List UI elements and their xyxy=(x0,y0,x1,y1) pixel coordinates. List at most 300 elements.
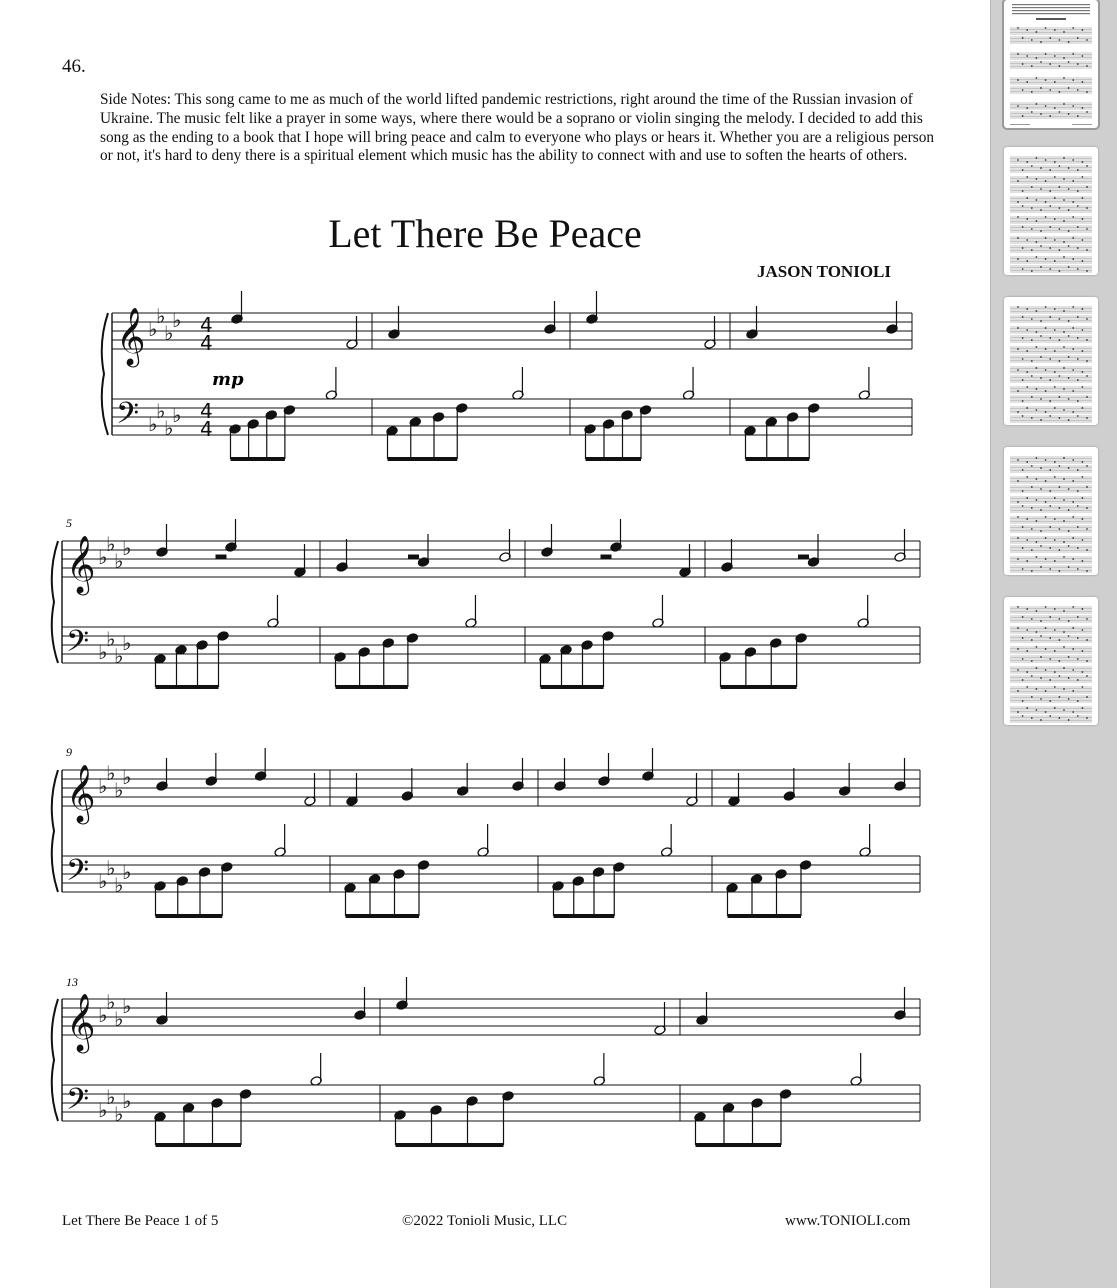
thumb-note xyxy=(1054,29,1056,31)
thumb-note xyxy=(1049,505,1051,507)
thumb-note xyxy=(1068,87,1070,89)
thumb-note xyxy=(1072,180,1074,182)
flat-sign: ♭ xyxy=(148,412,158,436)
thumb-note xyxy=(1049,568,1051,570)
thumb-note xyxy=(1017,369,1019,371)
thumb-note xyxy=(1082,629,1084,631)
thumb-note xyxy=(1026,197,1028,199)
thumb-note xyxy=(1086,549,1088,551)
thumb-note xyxy=(1022,490,1024,492)
footer-page-label: Let There Be Peace 1 of 5 xyxy=(62,1213,219,1229)
thumb-note xyxy=(1040,656,1042,658)
thumb-note xyxy=(1031,696,1033,698)
flat-sign: ♭ xyxy=(114,778,124,802)
thumb-note xyxy=(1077,505,1079,507)
rest xyxy=(799,555,809,559)
flat-sign: ♭ xyxy=(172,403,182,427)
thumb-note xyxy=(1077,63,1079,65)
thumb-note xyxy=(1054,107,1056,109)
flat-sign: ♭ xyxy=(122,765,132,789)
thumb-note xyxy=(1031,270,1033,272)
page-thumbnail-3[interactable] xyxy=(1004,297,1098,425)
thumb-note xyxy=(1063,541,1065,543)
thumb-note xyxy=(1072,159,1074,161)
thumb-note xyxy=(1077,715,1079,717)
thumb-title xyxy=(1036,18,1066,20)
bass-clef: 𝄢 xyxy=(66,625,90,666)
thumb-note xyxy=(1072,690,1074,692)
thumb-note xyxy=(1045,306,1047,308)
thumb-note xyxy=(1031,91,1033,93)
bass-clef: 𝄢 xyxy=(66,1083,90,1124)
thumb-note xyxy=(1036,241,1038,243)
thumb-note xyxy=(1068,320,1070,322)
thumb-note xyxy=(1022,415,1024,417)
thumb-note xyxy=(1017,105,1019,107)
thumb-note xyxy=(1031,528,1033,530)
thumb-note xyxy=(1026,81,1028,83)
thumb-note xyxy=(1068,188,1070,190)
thumb-note xyxy=(1072,105,1074,107)
thumb-note xyxy=(1022,337,1024,339)
thumb-note xyxy=(1036,199,1038,201)
thumb-footer xyxy=(1072,124,1092,125)
page-thumbnail-1[interactable] xyxy=(1004,0,1098,128)
flat-sign: ♭ xyxy=(122,536,132,560)
brace xyxy=(52,999,58,1121)
thumb-note xyxy=(1049,526,1051,528)
thumb-note xyxy=(1072,53,1074,55)
thumbnail-preview xyxy=(1004,147,1098,275)
measure-number-9: 9 xyxy=(66,745,72,759)
flat-sign: ♭ xyxy=(98,545,108,569)
thumb-note xyxy=(1049,490,1051,492)
thumb-note xyxy=(1031,375,1033,377)
thumb-note xyxy=(1059,207,1061,209)
thumb-note xyxy=(1082,81,1084,83)
thumb-note xyxy=(1082,518,1084,520)
thumb-note xyxy=(1045,258,1047,260)
flat-sign: ♭ xyxy=(114,1102,124,1126)
thumb-note xyxy=(1031,339,1033,341)
thumb-note xyxy=(1063,520,1065,522)
brace xyxy=(52,541,58,663)
thumb-note xyxy=(1068,167,1070,169)
thumb-note xyxy=(1059,717,1061,719)
thumb-note xyxy=(1086,249,1088,251)
page-thumbnail-sidebar[interactable] xyxy=(990,0,1117,1288)
thumb-note xyxy=(1063,241,1065,243)
thumb-note xyxy=(1022,526,1024,528)
thumb-note xyxy=(1054,476,1056,478)
thumb-note xyxy=(1026,107,1028,109)
thumb-note xyxy=(1086,717,1088,719)
thumb-note xyxy=(1049,316,1051,318)
thumb-note xyxy=(1017,558,1019,560)
thumb-note xyxy=(1040,356,1042,358)
thumb-note xyxy=(1063,346,1065,348)
thumb-note xyxy=(1086,91,1088,93)
flat-sign: ♭ xyxy=(98,774,108,798)
thumb-note xyxy=(1022,568,1024,570)
thumb-note xyxy=(1054,176,1056,178)
thumb-note xyxy=(1049,658,1051,660)
thumb-note xyxy=(1017,348,1019,350)
thumb-note xyxy=(1077,247,1079,249)
thumb-note xyxy=(1082,497,1084,499)
thumb-note xyxy=(1031,39,1033,41)
thumb-note xyxy=(1054,260,1056,262)
thumb-note xyxy=(1086,528,1088,530)
thumb-note xyxy=(1072,390,1074,392)
thumb-note xyxy=(1036,346,1038,348)
thumb-note xyxy=(1063,457,1065,459)
thumb-note xyxy=(1045,159,1047,161)
thumb-note xyxy=(1077,190,1079,192)
thumb-note xyxy=(1031,65,1033,67)
thumb-note xyxy=(1022,169,1024,171)
thumb-note xyxy=(1049,679,1051,681)
thumb-footer xyxy=(1010,124,1030,125)
thumb-note xyxy=(1054,497,1056,499)
thumb-note xyxy=(1026,239,1028,241)
thumb-note xyxy=(1082,176,1084,178)
thumb-note xyxy=(1022,469,1024,471)
thumb-note xyxy=(1059,507,1061,509)
thumb-note xyxy=(1031,507,1033,509)
thumb-note xyxy=(1026,518,1028,520)
thumb-note xyxy=(1026,55,1028,57)
thumb-note xyxy=(1082,329,1084,331)
thumb-note xyxy=(1082,539,1084,541)
thumb-note xyxy=(1059,91,1061,93)
thumb-note xyxy=(1022,63,1024,65)
thumb-note xyxy=(1068,530,1070,532)
thumb-note xyxy=(1082,197,1084,199)
thumb-note xyxy=(1068,566,1070,568)
thumb-note xyxy=(1054,671,1056,673)
thumb-note xyxy=(1054,650,1056,652)
thumb-note xyxy=(1068,335,1070,337)
thumb-text-line xyxy=(1012,10,1090,11)
thumb-note xyxy=(1063,77,1065,79)
thumb-note xyxy=(1036,157,1038,159)
thumb-note xyxy=(1054,686,1056,688)
thumb-note xyxy=(1068,61,1070,63)
thumb-note xyxy=(1063,178,1065,180)
thumb-note xyxy=(1086,111,1088,113)
thumb-note xyxy=(1054,197,1056,199)
thumb-note xyxy=(1045,627,1047,629)
thumb-note xyxy=(1022,379,1024,381)
thumb-note xyxy=(1022,505,1024,507)
thumb-note xyxy=(1086,639,1088,641)
thumb-note xyxy=(1045,390,1047,392)
thumb-note xyxy=(1068,245,1070,247)
thumb-note xyxy=(1068,698,1070,700)
flat-sign: ♭ xyxy=(106,1085,116,1109)
thumb-note xyxy=(1026,161,1028,163)
thumb-note xyxy=(1082,407,1084,409)
thumb-note xyxy=(1072,411,1074,413)
thumb-note xyxy=(1077,415,1079,417)
thumb-note xyxy=(1045,669,1047,671)
thumb-note xyxy=(1017,201,1019,203)
thumb-note xyxy=(1036,367,1038,369)
brace xyxy=(52,770,58,892)
thumb-note xyxy=(1036,688,1038,690)
thumb-note xyxy=(1063,667,1065,669)
thumb-note xyxy=(1036,631,1038,633)
thumb-note xyxy=(1059,549,1061,551)
thumb-note xyxy=(1063,310,1065,312)
thumb-note xyxy=(1049,616,1051,618)
thumb-note xyxy=(1049,637,1051,639)
measure-number-5: 5 xyxy=(66,516,72,530)
thumb-note xyxy=(1054,386,1056,388)
thumb-note xyxy=(1063,199,1065,201)
thumb-note xyxy=(1040,398,1042,400)
thumb-note xyxy=(1072,537,1074,539)
thumb-note xyxy=(1022,700,1024,702)
thumb-note xyxy=(1031,111,1033,113)
thumb-note xyxy=(1049,190,1051,192)
thumb-note xyxy=(1017,711,1019,713)
thumb-note xyxy=(1059,618,1061,620)
thumb-note xyxy=(1049,63,1051,65)
thumb-note xyxy=(1082,686,1084,688)
thumb-note xyxy=(1031,717,1033,719)
thumb-note xyxy=(1022,247,1024,249)
thumb-note xyxy=(1026,629,1028,631)
flat-sign: ♭ xyxy=(114,1007,124,1031)
thumb-note xyxy=(1054,518,1056,520)
thumb-note xyxy=(1077,337,1079,339)
thumb-note xyxy=(1054,329,1056,331)
thumb-note xyxy=(1082,308,1084,310)
thumb-note xyxy=(1049,337,1051,339)
thumb-note xyxy=(1036,457,1038,459)
thumb-note xyxy=(1031,228,1033,230)
flat-sign: ♭ xyxy=(122,860,132,884)
thumb-note xyxy=(1054,161,1056,163)
thumb-note xyxy=(1017,327,1019,329)
thumb-note xyxy=(1026,560,1028,562)
thumb-note xyxy=(1040,719,1042,721)
thumb-note xyxy=(1063,556,1065,558)
thumb-note xyxy=(1017,216,1019,218)
thumb-note xyxy=(1059,39,1061,41)
thumb-note xyxy=(1045,459,1047,461)
thumb-note xyxy=(1059,486,1061,488)
thumb-note xyxy=(1077,658,1079,660)
side-notes-text: Side Notes: This song came to me as much of the world lifted pandemic restrictions, right around the time of the Russian invasion of Ukraine. The music felt like a prayer in some ways, where there would be a soprano or violin singing the melody. I decided to add this song as the ending to a book that I hope will bring peace and calm to everyone who plays or hears it. Whether you are a religious person or not, it's hard to deny there is a spiritual element which music has the ability to connect with and use to soften the hearts of others. xyxy=(100,91,935,165)
thumb-note xyxy=(1049,700,1051,702)
thumb-note xyxy=(1077,526,1079,528)
thumb-note xyxy=(1022,547,1024,549)
thumb-note xyxy=(1082,260,1084,262)
thumb-note xyxy=(1086,465,1088,467)
thumb-note xyxy=(1054,539,1056,541)
thumb-note xyxy=(1026,497,1028,499)
flat-sign: ♭ xyxy=(98,869,108,893)
thumb-note xyxy=(1017,516,1019,518)
footer-copyright: ©2022 Tonioli Music, LLC xyxy=(402,1213,568,1229)
thumb-note xyxy=(1086,270,1088,272)
page-thumbnail-4[interactable] xyxy=(1004,447,1098,575)
page-thumbnail-2[interactable] xyxy=(1004,147,1098,275)
thumb-note xyxy=(1017,648,1019,650)
thumb-note xyxy=(1086,396,1088,398)
thumb-note xyxy=(1026,386,1028,388)
thumb-note xyxy=(1063,688,1065,690)
thumb-note xyxy=(1040,113,1042,115)
thumb-note xyxy=(1026,650,1028,652)
thumb-note xyxy=(1045,480,1047,482)
thumb-note xyxy=(1054,350,1056,352)
thumb-note xyxy=(1072,558,1074,560)
flat-sign: ♭ xyxy=(98,1003,108,1027)
thumb-note xyxy=(1045,516,1047,518)
page-number: 46. xyxy=(62,56,86,77)
thumb-note xyxy=(1086,186,1088,188)
thumb-note xyxy=(1022,358,1024,360)
thumb-note xyxy=(1031,360,1033,362)
thumb-note xyxy=(1049,547,1051,549)
thumb-note xyxy=(1022,316,1024,318)
thumb-note xyxy=(1082,29,1084,31)
page-thumbnail-5[interactable] xyxy=(1004,597,1098,725)
treble-clef: 𝄞 xyxy=(66,993,96,1051)
thumb-note xyxy=(1072,216,1074,218)
thumb-note xyxy=(1068,620,1070,622)
thumb-note xyxy=(1059,660,1061,662)
thumb-note xyxy=(1054,239,1056,241)
thumb-note xyxy=(1040,620,1042,622)
thumb-note xyxy=(1026,350,1028,352)
thumb-note xyxy=(1026,218,1028,220)
flat-sign: ♭ xyxy=(114,644,124,668)
thumb-note xyxy=(1068,677,1070,679)
flat-sign: ♭ xyxy=(122,631,132,655)
flat-sign: ♭ xyxy=(106,761,116,785)
thumb-note xyxy=(1040,335,1042,337)
thumb-note xyxy=(1031,549,1033,551)
thumb-note xyxy=(1063,478,1065,480)
thumb-note xyxy=(1017,669,1019,671)
thumb-note xyxy=(1072,501,1074,503)
thumb-note xyxy=(1082,371,1084,373)
thumb-note xyxy=(1086,375,1088,377)
thumb-note xyxy=(1063,409,1065,411)
thumb-note xyxy=(1026,308,1028,310)
thumb-note xyxy=(1045,606,1047,608)
thumb-note xyxy=(1045,327,1047,329)
thumb-note xyxy=(1040,545,1042,547)
thumb-note xyxy=(1040,566,1042,568)
thumb-note xyxy=(1026,707,1028,709)
thumb-note xyxy=(1059,270,1061,272)
flat-sign: ♭ xyxy=(122,994,132,1018)
thumb-note xyxy=(1036,478,1038,480)
thumb-note xyxy=(1068,509,1070,511)
thumb-note xyxy=(1026,176,1028,178)
thumb-note xyxy=(1031,660,1033,662)
thumb-note xyxy=(1077,226,1079,228)
thumb-note xyxy=(1036,31,1038,33)
thumb-note xyxy=(1077,490,1079,492)
thumb-note xyxy=(1059,360,1061,362)
thumb-note xyxy=(1045,105,1047,107)
thumb-note xyxy=(1086,570,1088,572)
thumb-note xyxy=(1059,65,1061,67)
thumb-note xyxy=(1086,618,1088,620)
thumb-text-line xyxy=(1012,13,1090,14)
flat-sign: ♭ xyxy=(156,304,166,328)
thumb-note xyxy=(1059,528,1061,530)
thumb-note xyxy=(1059,639,1061,641)
treble-clef: 𝄞 xyxy=(66,764,96,822)
thumb-note xyxy=(1022,616,1024,618)
thumb-note xyxy=(1022,226,1024,228)
thumb-note xyxy=(1068,467,1070,469)
thumb-note xyxy=(1086,39,1088,41)
thumb-note xyxy=(1036,331,1038,333)
thumb-note xyxy=(1017,690,1019,692)
thumb-note xyxy=(1040,230,1042,232)
thumb-note xyxy=(1036,409,1038,411)
thumb-note xyxy=(1026,461,1028,463)
thumb-note xyxy=(1022,637,1024,639)
thumb-note xyxy=(1026,608,1028,610)
thumbnail-preview xyxy=(1004,597,1098,725)
thumb-note xyxy=(1054,371,1056,373)
thumb-note xyxy=(1036,57,1038,59)
thumb-note xyxy=(1045,690,1047,692)
thumb-note xyxy=(1017,480,1019,482)
thumb-text-line xyxy=(1012,7,1090,8)
thumb-note xyxy=(1031,396,1033,398)
thumb-note xyxy=(1022,190,1024,192)
thumb-note xyxy=(1026,539,1028,541)
thumb-note xyxy=(1040,377,1042,379)
thumb-note xyxy=(1059,165,1061,167)
thumb-note xyxy=(1036,610,1038,612)
thumb-note xyxy=(1049,379,1051,381)
thumb-note xyxy=(1054,407,1056,409)
rest xyxy=(216,555,226,559)
thumb-note xyxy=(1040,509,1042,511)
thumb-note xyxy=(1017,79,1019,81)
thumb-note xyxy=(1026,476,1028,478)
thumb-note xyxy=(1082,608,1084,610)
thumb-note xyxy=(1054,629,1056,631)
thumb-note xyxy=(1040,188,1042,190)
thumb-note xyxy=(1036,541,1038,543)
thumb-note xyxy=(1068,656,1070,658)
thumb-note xyxy=(1063,31,1065,33)
thumb-note xyxy=(1063,220,1065,222)
thumb-note xyxy=(1045,501,1047,503)
thumb-note xyxy=(1072,237,1074,239)
thumb-note xyxy=(1054,608,1056,610)
rest xyxy=(409,555,419,559)
thumb-note xyxy=(1082,218,1084,220)
thumb-note xyxy=(1077,616,1079,618)
thumb-note xyxy=(1040,61,1042,63)
thumb-note xyxy=(1077,400,1079,402)
thumb-note xyxy=(1036,256,1038,258)
